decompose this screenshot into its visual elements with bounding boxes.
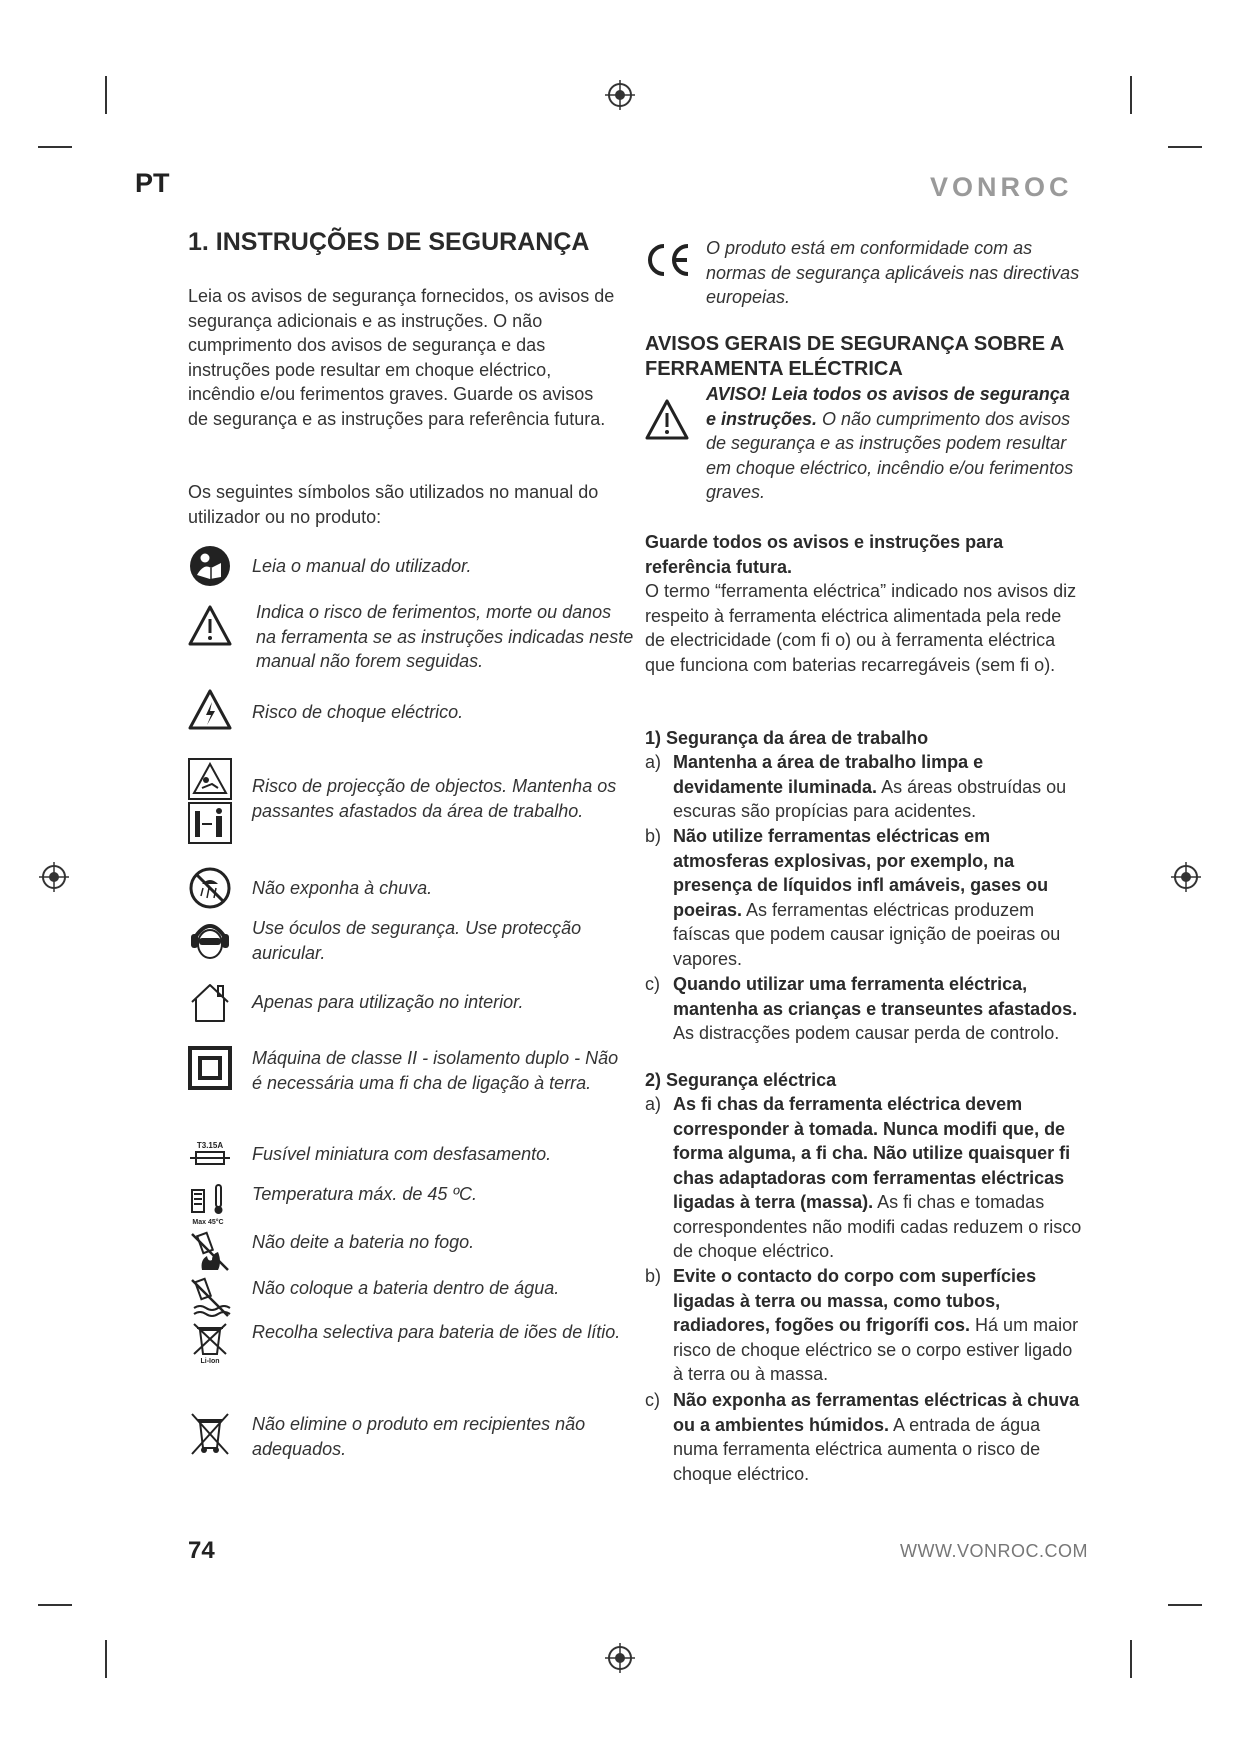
li-ion-label: Li-Ion bbox=[200, 1358, 220, 1364]
symbols-intro: Os seguintes símbolos são utilizados no manual do utilizador ou no produto: bbox=[188, 482, 599, 527]
list-item-bold: Quando utilizar uma ferramenta eléctrica, mantenha as crianças e transeuntes afastados. bbox=[673, 974, 1078, 1019]
warning-text bbox=[706, 382, 1084, 505]
ce-conformity-text: O produto está em conformidade com as normas de segurança aplicáveis nas directivas europeias. bbox=[706, 238, 1080, 307]
registration-mark-icon bbox=[37, 860, 71, 894]
registration-mark-icon bbox=[603, 1641, 637, 1675]
list-item-label: c) bbox=[645, 974, 660, 994]
list-item bbox=[645, 1388, 1085, 1486]
list-item-label: b) bbox=[645, 826, 662, 846]
general-warnings-title: AVISOS GERAIS DE SEGURANÇA SOBRE A FERRAMENTA ELÉCTRICA bbox=[645, 333, 1064, 380]
symbol-description: Apenas para utilização no interior. bbox=[252, 992, 524, 1012]
class-ii-icon bbox=[188, 1046, 232, 1090]
registration-mark-icon bbox=[1169, 860, 1203, 894]
symbol-description: Indica o risco de ferimentos, morte ou danos na ferramenta se as instruções indicadas neste manual não forem seguidas. bbox=[256, 602, 634, 671]
electric-shock-icon bbox=[188, 688, 232, 732]
symbol-description: Não elimine o produto em recipientes não adequados. bbox=[252, 1414, 586, 1459]
symbol-description: Máquina de classe II - isolamento duplo - Não é necessária uma fi cha de ligação à terra. bbox=[252, 1048, 619, 1093]
list-item-text: As áreas obstruídas ou escuras são propícias para acidentes. bbox=[673, 776, 1067, 821]
warning-triangle-icon bbox=[645, 398, 689, 442]
warning-bold: AVISO! Leia todos os avisos de segurança e instruções. bbox=[706, 384, 1070, 429]
crop-mark bbox=[1168, 146, 1202, 148]
keep-instructions-bold: Guarde todos os avisos e instruções para referência futura. bbox=[645, 532, 1004, 577]
list-item bbox=[645, 824, 1085, 971]
symbol-description: Fusível miniatura com desfasamento. bbox=[252, 1144, 552, 1164]
crop-mark bbox=[38, 146, 72, 148]
fuse-rating-label: T3.15A bbox=[196, 1141, 224, 1150]
fuse-icon bbox=[188, 1138, 232, 1182]
symbol-description: Não exponha à chuva. bbox=[252, 878, 433, 898]
keep-instructions-text: O termo “ferramenta eléctrica” indicado nos avisos diz respeito à ferramenta eléctrica alimentada pela rede de electricidade (com fi o) ou à ferramenta eléctrica que funciona com baterias recarregáveis (sem fi o). bbox=[645, 581, 1077, 675]
list-item-bold: Não exponha as ferramentas eléctricas à chuva ou a ambientes húmidos. bbox=[673, 1390, 1080, 1435]
list-item bbox=[645, 972, 1085, 1046]
symbol-description: Não coloque a bateria dentro de água. bbox=[252, 1278, 560, 1298]
keep-instructions bbox=[645, 530, 1085, 677]
crossed-bin-icon bbox=[188, 1412, 232, 1456]
crop-mark bbox=[38, 1604, 72, 1606]
intro-paragraph: Leia os avisos de segurança fornecidos, os avisos de segurança adicionais e as instruções. O não cumprimento dos avisos de segurança e das instruções pode resultar em choque eléctrico, incêndio e/ou ferimentos graves. Guarde os avisos de segurança e as instruções para referência futura. bbox=[188, 286, 615, 429]
electrical-safety-title: 2) Segurança eléctrica bbox=[645, 1070, 837, 1090]
list-item-bold: Evite o contacto do corpo com superfícies ligadas à terra ou massa, como tubos, radiadores, fogões ou frigorífi cos. bbox=[673, 1266, 1037, 1335]
website-url: WWW.VONROC.COM bbox=[900, 1541, 1088, 1561]
ce-mark-icon bbox=[645, 240, 691, 280]
symbol-description: Leia o manual do utilizador. bbox=[252, 556, 472, 576]
symbol-description: Use óculos de segurança. Use protecção auricular. bbox=[252, 918, 582, 963]
li-ion-recycle-icon bbox=[188, 1320, 232, 1364]
language-code: PT bbox=[135, 168, 170, 198]
read-manual-icon bbox=[188, 544, 232, 588]
list-item-text: As fi chas e tomadas correspondentes não modifi cadas reduzem o risco de choque eléctrico. bbox=[673, 1192, 1082, 1261]
list-item-label: a) bbox=[645, 1094, 662, 1114]
no-water-battery-icon bbox=[188, 1276, 232, 1320]
max-temp-label: Max 45°C bbox=[192, 1219, 224, 1226]
symbol-description: Temperatura máx. de 45 ºC. bbox=[252, 1184, 478, 1204]
list-item bbox=[645, 1264, 1085, 1387]
list-item-text: A entrada de água numa ferramenta eléctrica aumenta o risco de choque eléctrico. bbox=[673, 1414, 1041, 1484]
list-item-bold: Mantenha a área de trabalho limpa e devidamente iluminada. bbox=[673, 752, 984, 797]
crop-mark bbox=[1130, 1640, 1132, 1678]
list-item-bold: Não utilize ferramentas eléctricas em atmosferas explosivas, por exemplo, na presença de líquidos infl amáveis, gases ou poeiras. bbox=[673, 826, 1049, 920]
list-item bbox=[645, 1092, 1085, 1264]
list-item-bold: As fi chas da ferramenta eléctrica devem corresponder à tomada. Nunca modifi que, de forma alguma, a fi cha. Não utilize quaisquer fi chas adaptadoras com ferramentas eléctricas ligadas à terra (massa). bbox=[673, 1094, 1071, 1212]
list-item bbox=[645, 750, 1085, 824]
brand-logo: VONROC bbox=[930, 172, 1073, 202]
section-title: 1. INSTRUÇÕES DE SEGURANÇA bbox=[188, 228, 590, 256]
thermometer-icon bbox=[188, 1182, 232, 1226]
flying-objects-icon bbox=[188, 758, 232, 846]
no-fire-battery-icon bbox=[188, 1230, 232, 1274]
list-item-text: As ferramentas eléctricas produzem faíscas que podem causar ignição de poeiras ou vapores. bbox=[673, 899, 1061, 969]
list-item-text: Há um maior risco de choque eléctrico se o corpo estiver ligado à terra ou à massa. bbox=[673, 1315, 1079, 1384]
crop-mark bbox=[1168, 1604, 1202, 1606]
symbol-description: Risco de choque eléctrico. bbox=[252, 702, 464, 722]
goggles-earmuffs-icon bbox=[188, 916, 232, 960]
symbol-description: Recolha selectiva para bateria de iões de lítio. bbox=[252, 1322, 621, 1342]
crop-mark bbox=[105, 1640, 107, 1678]
list-item-label: b) bbox=[645, 1266, 662, 1286]
warning-rest: O não cumprimento dos avisos de segurança e as instruções podem resultar em choque eléctrico, incêndio e/ou ferimentos graves. bbox=[706, 408, 1074, 502]
crop-mark bbox=[105, 76, 107, 114]
list-item-text: As distracções podem causar perda de controlo. bbox=[673, 1023, 1060, 1043]
symbol-description: Não deite a bateria no fogo. bbox=[252, 1232, 475, 1252]
crop-mark bbox=[1130, 76, 1132, 114]
list-item-label: a) bbox=[645, 752, 662, 772]
symbol-description: Risco de projecção de objectos. Mantenha os passantes afastados da área de trabalho. bbox=[252, 776, 617, 821]
warning-triangle-icon bbox=[188, 604, 232, 648]
page-number: 74 bbox=[188, 1537, 215, 1564]
work-area-safety-title: 1) Segurança da área de trabalho bbox=[645, 728, 929, 748]
no-rain-icon bbox=[188, 866, 232, 910]
indoor-use-icon bbox=[188, 980, 232, 1024]
list-item-label: c) bbox=[645, 1390, 660, 1410]
registration-mark-icon bbox=[603, 78, 637, 112]
